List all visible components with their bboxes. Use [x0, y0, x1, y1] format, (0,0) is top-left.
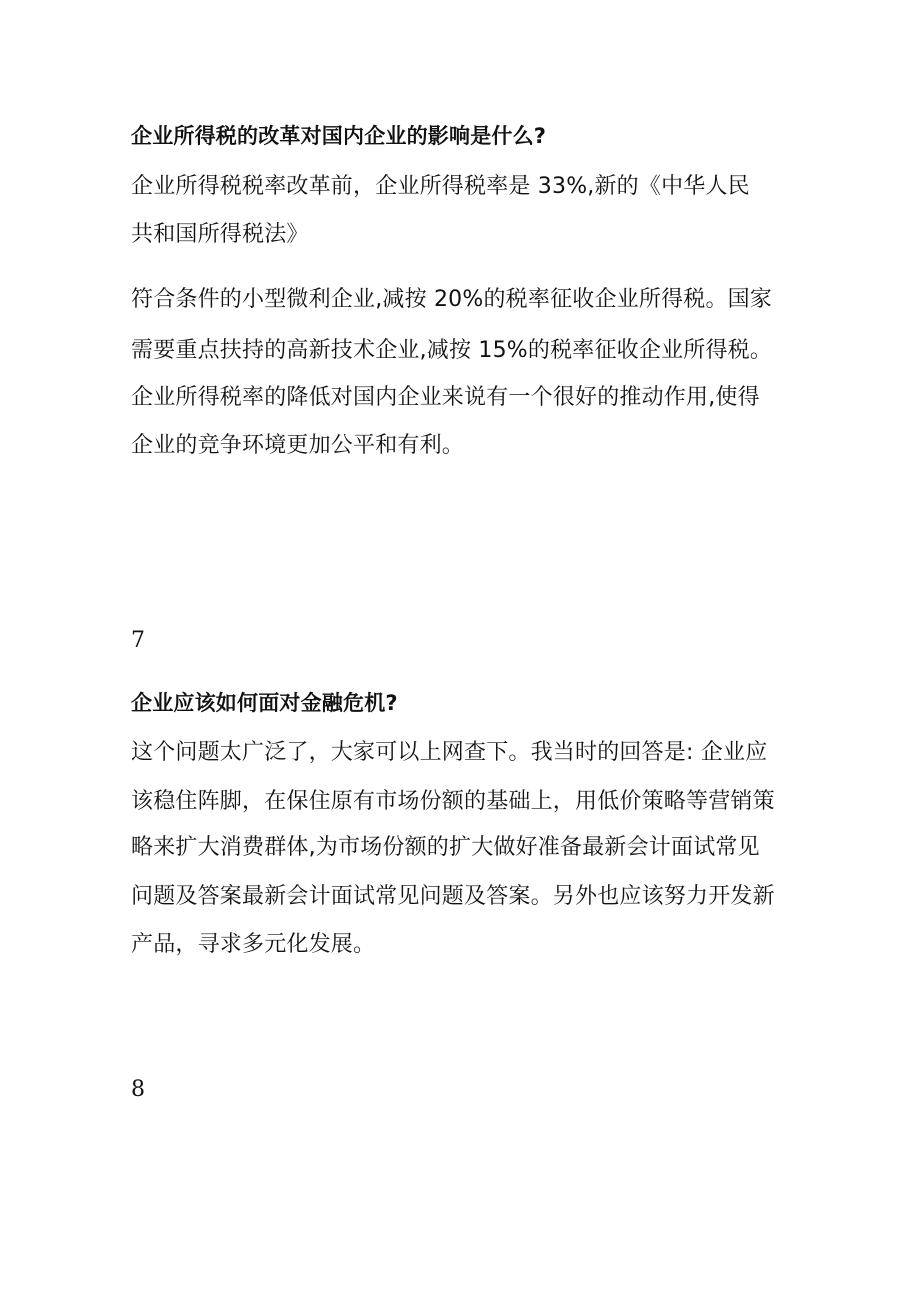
answer-line: 产品，寻求多元化发展。: [131, 932, 376, 957]
question-heading-tax-reform: 企业所得税的改革对国内企业的影响是什么?: [131, 124, 547, 148]
paragraph-line: 符合条件的小型微利企业,减按 20%的税率征收企业所得税。国家: [131, 287, 773, 312]
section-number-7: 7: [131, 628, 146, 653]
paragraph-line: 企业的竞争环境更加公平和有利。: [131, 433, 465, 458]
answer-line: 问题及答案最新会计面试常见问题及答案。另外也应该努力开发新: [131, 884, 775, 909]
answer-line: 该稳住阵脚，在保住原有市场份额的基础上，用低价策略等营销策: [131, 789, 775, 814]
paragraph-line: 需要重点扶持的高新技术企业,减按 15%的税率征收企业所得税。: [131, 338, 773, 363]
question-heading-financial-crisis: 企业应该如何面对金融危机?: [131, 691, 398, 715]
section-number-8: 8: [131, 1077, 146, 1102]
paragraph-line: 企业所得税率的降低对国内企业来说有一个很好的推动作用,使得: [131, 385, 760, 410]
answer-line: 共和国所得税法》: [131, 222, 309, 247]
answer-line: 企业所得税税率改革前，企业所得税率是 33%,新的《中华人民: [131, 174, 750, 199]
answer-line: 这个问题太广泛了，大家可以上网查下。我当时的回答是: 企业应: [131, 740, 768, 765]
answer-line: 略来扩大消费群体,为市场份额的扩大做好准备最新会计面试常见: [131, 835, 760, 860]
